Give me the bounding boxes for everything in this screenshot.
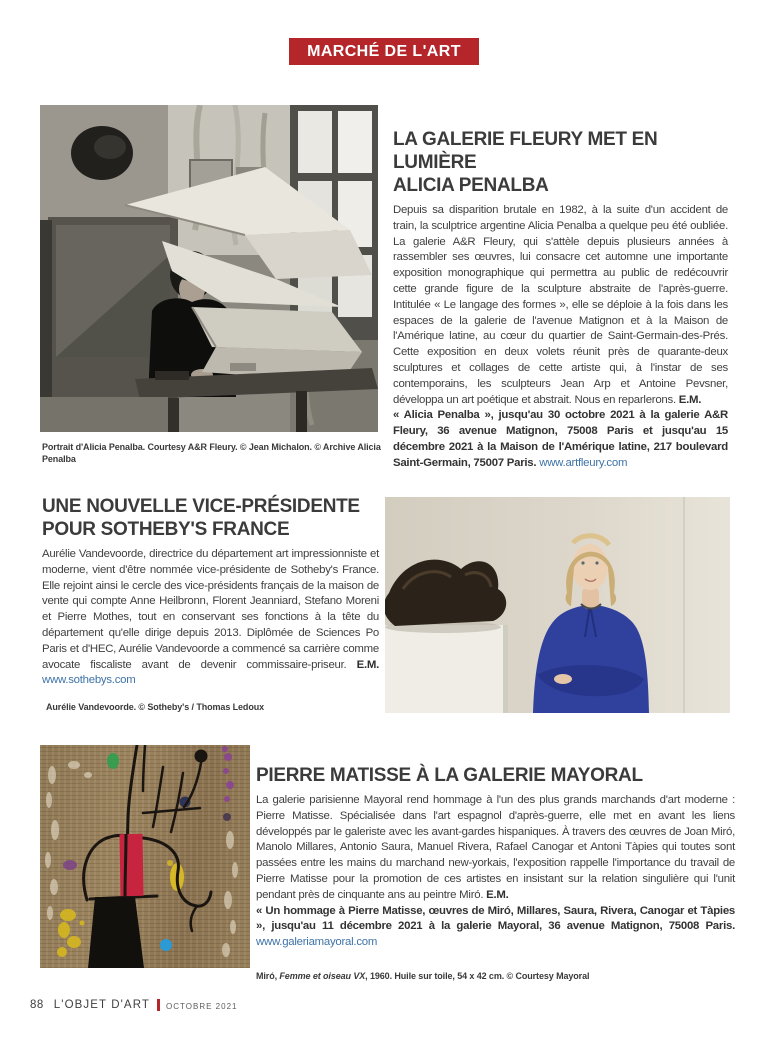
author-initials: E.M. [486, 888, 509, 901]
footer-separator [157, 999, 160, 1011]
penalba-photo-caption: Portrait d'Alicia Penalba. Courtesy A&R Fleury. © Jean Michalon. © Archive Alicia Penalba [42, 442, 381, 464]
sothebys-link[interactable]: www.sothebys.com [42, 674, 136, 687]
issue-date: OCTOBRE 2021 [166, 1001, 238, 1011]
title-line: LA GALERIE FLEURY MET EN LUMIÈRE [393, 129, 658, 173]
title-line: POUR SOTHEBY'S FRANCE [42, 519, 290, 540]
article-title [393, 128, 728, 197]
exhibition-info [256, 904, 735, 951]
artfleury-link[interactable]: www.artfleury.com [539, 456, 628, 469]
magazine-name: L'OBJET D'ART [53, 999, 151, 1011]
caption-prefix: Miró, [256, 971, 280, 981]
title-line: PIERRE MATISSE À LA GALERIE MAYORAL [256, 765, 643, 786]
penalba-portrait-photo [40, 105, 378, 432]
caption-suffix: , 1960. Huile sur toile, 54 x 42 cm. © Courtesy Mayoral [365, 971, 590, 981]
penalba-photo-art [40, 105, 378, 432]
author-initials: E.M. [678, 393, 702, 406]
author-initials: E.M. [356, 658, 380, 671]
article-title [256, 764, 735, 787]
miro-painting-art [40, 745, 250, 968]
section-banner: MARCHÉ DE L'ART [289, 38, 479, 65]
body-text: La galerie parisienne Mayoral rend hommage à l'un des plus grands marchands d'art moderne : Pierre Matisse. Spécialisée dans l'art espagnol d'après-guerre, elle met en avant les liens développés par le galeriste avec les avant-gardes hispaniques. À travers des œuvres de Joan Miró, Manolo Millares, Antonio Saura, Manuel Rivera, Rafael Canogar et Antoni Tàpies qui toutes sont passées entre les mains du marchand new-yorkais, l'exposition rappelle l'importance du travail de Pierre Matisse pour la promotion de ces artistes en insistant sur la relation singulière qui l'unit pendant près de cinquante ans au peintre Miró. [256, 794, 735, 901]
vandevoorde-photo-art [385, 497, 730, 713]
vandevoorde-photo-caption: Aurélie Vandevoorde. © Sotheby's / Thomas Ledoux [46, 702, 265, 712]
body-text: Aurélie Vandevoorde, directrice du département art impressionniste et moderne, vient d'être nommée vice-présidente de Sotheby's France. Elle rejoint ainsi le cercle des vice-présidents français de la maison de vente qui compte Anne Heilbronn, Florent Jeanniard, Stefano Moreni et Pierre Mothes, tout en conservant ses fonctions à la tête du département qu'elle dirige depuis 2013. Diplômée de Sciences Po Paris et d'HEC, Aurélie Vandevoorde a commencé sa carrière comme avocate fiscaliste avant de devenir commissaire-priseur. [42, 548, 379, 671]
miro-caption [256, 970, 726, 982]
article-mayoral [256, 764, 735, 951]
page-footer [30, 999, 237, 1011]
miro-painting [40, 745, 250, 968]
article-body [256, 793, 735, 904]
caption-artwork-title: Femme et oiseau VX [279, 971, 366, 981]
info-text: « Alicia Penalba », jusqu'au 30 octobre 2021 à la galerie A&R Fleury, 36 avenue Matignon, 75008 Paris et jusqu'au 15 décembre 2021 à la Maison de l'Amérique latine, 217 boulevard Saint-Germain, 75007 Paris. [393, 409, 728, 469]
article-body [393, 203, 728, 408]
mayoral-link[interactable]: www.galeriamayoral.com [256, 936, 378, 949]
title-line: ALICIA PENALBA [393, 175, 549, 196]
exhibition-info [393, 408, 728, 471]
vandevoorde-photo [385, 497, 730, 713]
info-text: « Un hommage à Pierre Matisse, œuvres de Miró, Millares, Saura, Rivera, Canogar et Tàpies », jusqu'au 11 décembre 2021 à la galerie Mayoral, 36 avenue Matignon, 75008 Paris. [256, 904, 735, 933]
article-fleury-penalba [393, 128, 728, 472]
page-number: 88 [30, 999, 44, 1011]
body-text: Depuis sa disparition brutale en 1982, à la suite d'un accident de train, la sculptrice argentine Alicia Penalba a quelque peu été oubliée. La galerie A&R Fleury, qui s'attèle depuis plusieurs années à rassembler ses œuvres, lui consacre cet automne une importante exposition monographique qui permettra au public de redécouvrir cette grande figure de la sculpture abstraite de l'après-guerre. Intitulée « Le langage des formes », elle se déploie à la fois dans les espaces de la galerie de l'avenue Matignon et à la Maison de l'Amérique latine, au cœur du quartier de Saint-Germain-des-Prés. Cette exposition en deux volets réunit près de quarante-deux sculptures et collages de cette artiste qui, à l'instar de ses contemporains, les sculpteurs Jean Arp et Antoine Pevsner, développa un art poétique et abstrait. Nous en reparlerons. [393, 204, 728, 406]
article-body [42, 547, 379, 689]
title-line: UNE NOUVELLE VICE-PRÉSIDENTE [42, 496, 360, 517]
article-title [42, 495, 379, 541]
article-sothebys [42, 495, 379, 689]
